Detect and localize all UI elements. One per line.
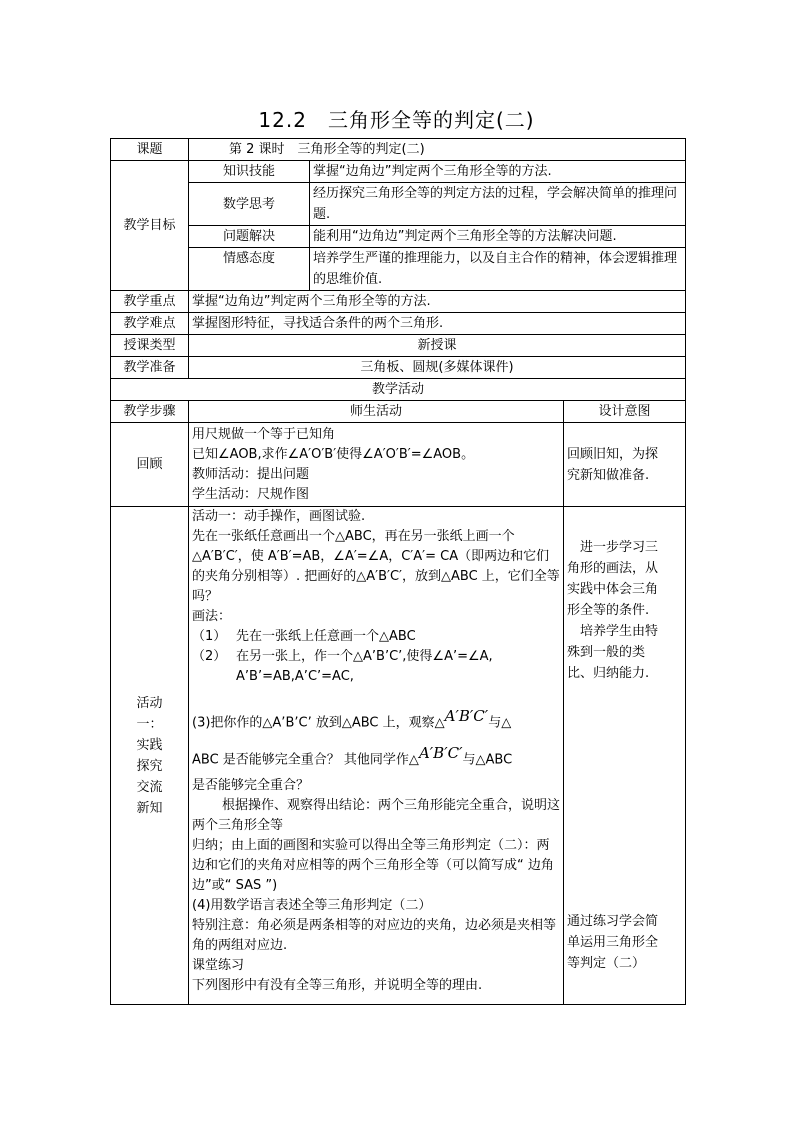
key-point-label: 教学重点	[111, 291, 189, 313]
intent-line: 培养学生由特	[567, 624, 659, 639]
activity-one-content	[189, 507, 564, 1005]
objectives-label: 教学目标	[111, 161, 189, 291]
objective-row	[111, 226, 686, 248]
activity-line: 先在一张纸任意画出一个△ABC，再在另一张纸上画一个△A′B′C′，使 A′B′=AB，∠A′=∠A，C′A′= CA（即两边和它们的夹角分别相等）. 把画好的△A′B′C′，放到△ABC 上，它们全等吗？	[192, 529, 560, 604]
objective-label: 知识技能	[189, 161, 310, 183]
type-row	[111, 335, 686, 357]
lesson-plan-table	[110, 138, 686, 1005]
difficulty-value: 掌握图形特征，寻找适合条件的两个三角形.	[189, 313, 686, 335]
objective-row	[111, 161, 686, 183]
activity-one-step	[111, 507, 189, 1005]
activity-line: 活动一：动手操作，画图试验.	[192, 509, 366, 524]
lesson-label: 课题	[111, 139, 189, 161]
type-label: 授课类型	[111, 335, 189, 357]
intent-line: 实践中体会三角	[567, 582, 659, 597]
activity-line: (4)用数学语言表述全等三角形判定（二）	[192, 897, 432, 913]
objective-text: 经历探究三角形全等的判定方法的过程，学会解决简单的推理问题.	[310, 183, 686, 226]
key-point-value: 掌握“边角边”判定两个三角形全等的方法.	[189, 291, 686, 313]
intent-line: 等判定（二）	[567, 956, 646, 971]
objective-text: 能利用“边角边”判定两个三角形全等的方法解决问题.	[310, 226, 686, 248]
intent-line: 比、归纳能力.	[567, 666, 650, 681]
intent-line: 通过练习学会简	[567, 914, 659, 929]
page-title: 12.2 三角形全等的判定(二)	[258, 108, 535, 132]
activity-line: 画法：	[192, 609, 232, 624]
col-steps-header: 教学步骤	[111, 401, 189, 423]
step-text: 先在一张纸上任意画一个△ABC	[236, 629, 416, 644]
step-text: 在另一张上，作一个△A’B’C’,使得∠A’=∠A,	[236, 649, 493, 664]
step-text: ABC 是否能够完全重合？ 其他同学作△	[192, 752, 419, 768]
objective-label: 情感态度	[189, 248, 310, 291]
activities-header: 教学活动	[111, 379, 686, 401]
triangle-formula: A′B′C′	[418, 744, 463, 763]
step-2	[192, 647, 560, 667]
objective-label: 问题解决	[189, 226, 310, 248]
review-line: 已知∠AOB,求作∠A′O′B′使得∠A′O′B′=∠AOB。	[192, 446, 475, 462]
difficulty-label: 教学难点	[111, 313, 189, 335]
triangle-formula: A′B′C′	[444, 707, 489, 725]
lesson-row	[111, 139, 686, 161]
objective-text: 掌握“边角边”判定两个三角形全等的方法.	[310, 161, 686, 183]
intent-line: 殊到一般的类	[567, 645, 646, 660]
intent-line: 单运用三角形全	[567, 935, 659, 950]
step-number: （2）	[192, 649, 227, 664]
review-line: 学生活动：尺规作图	[192, 486, 310, 502]
type-value: 新授课	[189, 335, 686, 357]
intent-line: 究新知做准备.	[567, 467, 650, 483]
activities-header-row	[111, 379, 686, 401]
activity-line: 下列图形中有没有全等三角形，并说明全等的理由.	[192, 977, 483, 993]
key-point-row	[111, 291, 686, 313]
intent-line: 进一步学习三	[567, 540, 659, 555]
step-2-continued: A’B’=AB,A’C’=AC,	[236, 669, 354, 684]
intent-line: 形全等的条件.	[567, 603, 650, 618]
intent-line: 角形的画法，从	[567, 561, 659, 576]
step-text: 与△ABC	[462, 752, 513, 768]
review-row	[111, 423, 686, 507]
activity-line: 归纳；由上面的画图和实验可以得出全等三角形判定（二）：两边和它们的夹角对应相等的两个三角形全等（可以简写成“ 边角边”或“ SAS ”)	[192, 837, 554, 893]
review-activity	[189, 423, 564, 507]
activity-one-intent	[564, 507, 686, 1005]
objective-text: 培养学生严谨的推理能力，以及自主合作的精神，体会逻辑推理的思维价值.	[310, 248, 686, 291]
prep-row	[111, 357, 686, 379]
step-line: 活动	[136, 695, 163, 711]
lesson-value: 第 2 课时 三角形全等的判定(二)	[189, 139, 686, 161]
col-intent-header: 设计意图	[564, 401, 686, 423]
activity-line: 是否能够完全重合？	[192, 777, 310, 793]
prep-value: 三角板、圆规(多媒体课件)	[189, 357, 686, 379]
step-line: 交流	[136, 779, 163, 795]
step-text: (3)把你作的△A’B’C’ 放到△ABC 上，观察△	[192, 715, 445, 731]
activity-one-row	[111, 507, 686, 1005]
step-1	[192, 627, 560, 647]
activity-line: 根据操作、观察得出结论：两个三角形能完全重合，说明这两个三角形全等	[192, 797, 561, 833]
review-line: 教师活动：提出问题	[192, 466, 310, 482]
activity-line: 课堂练习	[192, 957, 245, 973]
intent-line: 回顾旧知，为探	[567, 446, 659, 462]
review-step: 回顾	[111, 423, 189, 507]
prep-label: 教学准备	[111, 357, 189, 379]
objective-row	[111, 183, 686, 226]
review-intent	[564, 423, 686, 507]
step-number: （1）	[192, 629, 227, 644]
difficulty-row	[111, 313, 686, 335]
column-header-row	[111, 401, 686, 423]
step-line: 一：	[136, 716, 163, 732]
step-line: 实践	[136, 737, 163, 753]
objective-label: 数学思考	[189, 183, 310, 226]
review-line: 用尺规做一个等于已知角	[192, 426, 336, 442]
step-line: 探究	[136, 758, 163, 774]
objective-row	[111, 248, 686, 291]
step-text: 与△	[488, 715, 512, 731]
activity-line: 特别注意：角必须是两条相等的对应边的夹角，边必须是夹相等角的两组对应边.	[192, 917, 557, 953]
step-line: 新知	[136, 800, 163, 816]
step-3-continued	[192, 738, 560, 775]
step-3	[192, 701, 560, 738]
col-activity-header: 师生活动	[189, 401, 564, 423]
